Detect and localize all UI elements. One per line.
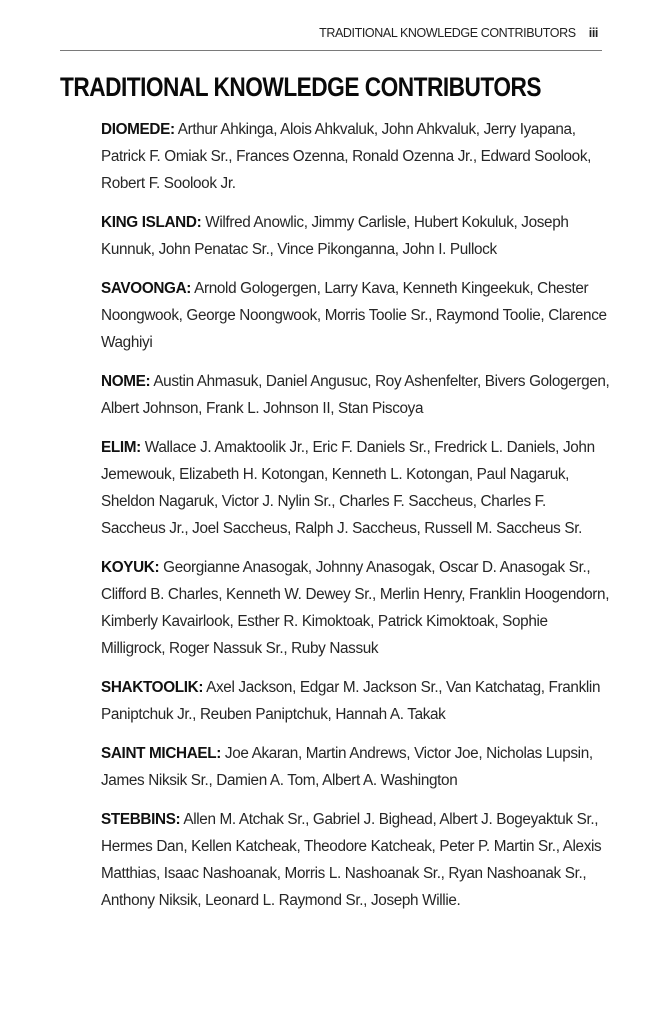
contributor-entry-king-island [101,209,611,263]
community-name: KOYUK: [101,559,160,576]
contributor-entry-nome [101,368,611,422]
community-name: DIOMEDE: [101,121,175,138]
contributor-entry-shaktoolik [101,674,611,728]
contributor-names: Axel Jackson, Edgar M. Jackson Sr., Van Katchatag, Franklin Paniptchuk Jr., Reuben Paniptchuk, Hannah A. Takak [101,679,601,723]
contributors-list [101,116,611,926]
contributor-names: Wallace J. Amaktoolik Jr., Eric F. Daniels Sr., Fredrick L. Daniels, John Jemewouk, Elizabeth H. Kotongan, Kenneth L. Kotongan, Paul Nagaruk, Sheldon Nagaruk, Victor J. Nylin Sr., Charles F. Saccheus, Charles F. Saccheus Jr., Joel Saccheus, Ralph J. Saccheus, Russell M. Saccheus Sr. [101,439,595,537]
contributor-names: Wilfred Anowlic, Jimmy Carlisle, Hubert Kokuluk, Joseph Kunnuk, John Penatac Sr., Vince Pikonganna, John I. Pullock [101,214,569,258]
page-number: iii [588,26,598,40]
contributor-names: Georgianne Anasogak, Johnny Anasogak, Oscar D. Anasogak Sr., Clifford B. Charles, Kenneth W. Dewey Sr., Merlin Henry, Franklin Hoogendorn, Kimberly Kavairlook, Esther R. Kimoktoak, Patrick Kimoktoak, Sophie Milligrock, Roger Nassuk Sr., Ruby Nassuk [101,559,610,657]
contributor-entry-elim [101,434,611,542]
contributor-entry-diomede [101,116,611,197]
community-name: ELIM: [101,439,141,456]
contributor-entry-savoonga [101,275,611,356]
community-name: KING ISLAND: [101,214,202,231]
contributor-names: Allen M. Atchak Sr., Gabriel J. Bighead, Albert J. Bogeyaktuk Sr., Hermes Dan, Kellen Katcheak, Theodore Katcheak, Peter P. Martin Sr., Alexis Matthias, Isaac Nashoanak, Morris L. Nashoanak Sr., Ryan Nashoanak Sr., Anthony Niksik, Leonard L. Raymond Sr., Joseph Willie. [101,811,602,909]
community-name: STEBBINS: [101,811,181,828]
community-name: SHAKTOOLIK: [101,679,204,696]
contributor-names: Joe Akaran, Martin Andrews, Victor Joe, Nicholas Lupsin, James Niksik Sr., Damien A. Tom, Albert A. Washington [101,745,593,789]
contributor-names: Arthur Ahkinga, Alois Ahkvaluk, John Ahkvaluk, Jerry Iyapana, Patrick F. Omiak Sr., Frances Ozenna, Ronald Ozenna Jr., Edward Soolook, Robert F. Soolook Jr. [101,121,592,192]
community-name: NOME: [101,373,151,390]
page-title: TRADITIONAL KNOWLEDGE CONTRIBUTORS [60,72,541,102]
contributor-names: Austin Ahmasuk, Daniel Angusuc, Roy Ashenfelter, Bivers Gologergen, Albert Johnson, Frank L. Johnson II, Stan Piscoya [101,373,610,417]
community-name: SAINT MICHAEL: [101,745,222,762]
contributor-entry-saint-michael [101,740,611,794]
running-head-title: TRADITIONAL KNOWLEDGE CONTRIBUTORS [319,26,576,40]
contributor-names: Arnold Gologergen, Larry Kava, Kenneth Kingeekuk, Chester Noongwook, George Noongwook, Morris Toolie Sr., Raymond Toolie, Clarence Waghiyi [101,280,607,351]
contributor-entry-koyuk [101,554,611,662]
community-name: SAVOONGA: [101,280,192,297]
running-head [60,26,602,51]
contributor-entry-stebbins [101,806,611,914]
